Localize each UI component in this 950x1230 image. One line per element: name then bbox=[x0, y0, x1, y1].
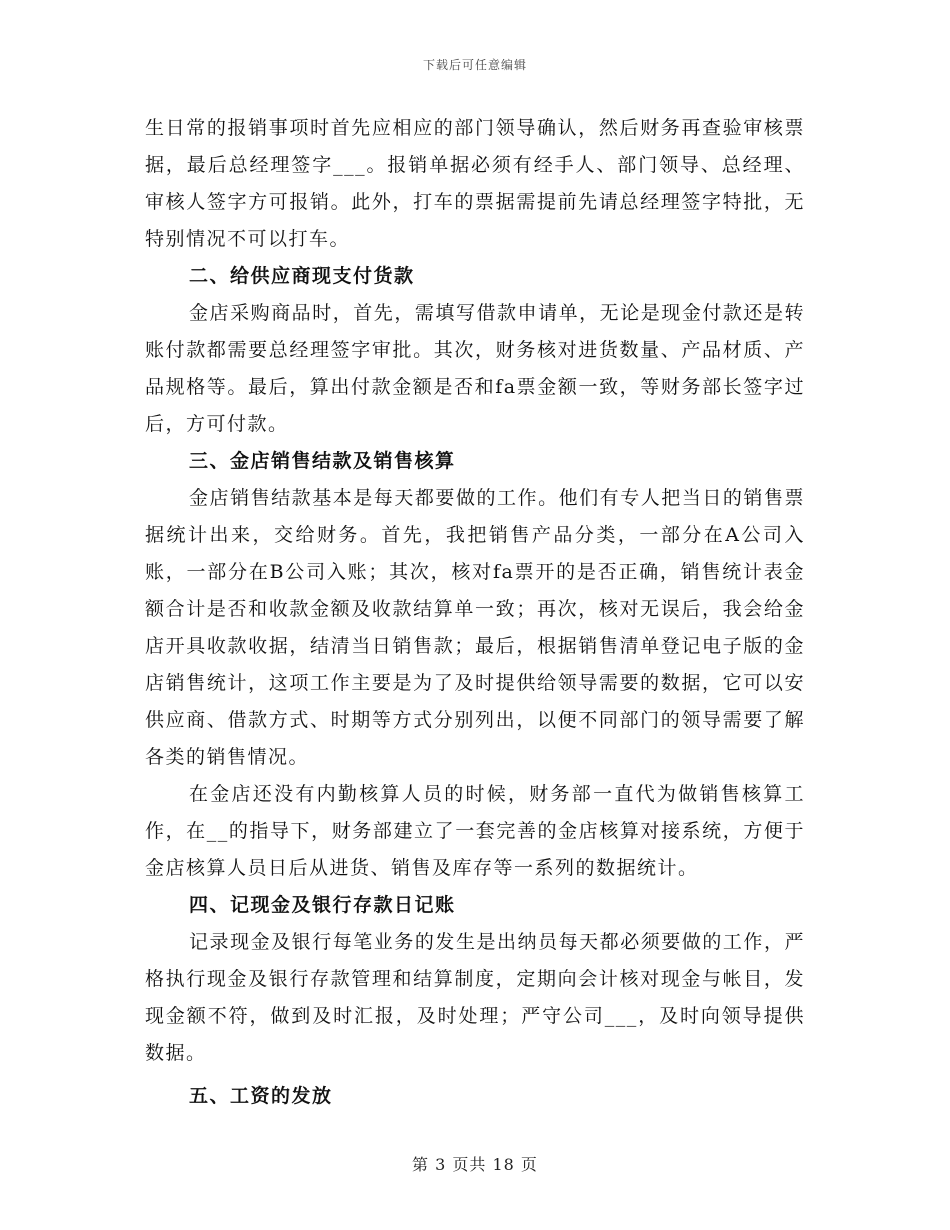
section-heading-payroll: 五、工资的发放 bbox=[189, 1085, 333, 1107]
paragraph-cash-journal: 记录现金及银行每笔业务的发生是出纳员每天都必须要做的工作，严格执行现金及银行存款管理和结算制度，定期向会计核对现金与帐目，发现金额不符，做到及时汇报，及时处理；严守公司___，及时向领导提供数据。 bbox=[145, 931, 805, 1064]
section-heading-cash-journal: 四、记现金及银行存款日记账 bbox=[189, 894, 456, 916]
paragraph-sales-accounting: 在金店还没有内勤核算人员的时候，财务部一直代为做销售核算工作，在__的指导下，财务部建立了一套完善的金店核算对接系统，方便于金店核算人员日后从进货、销售及库存等一系列的数据统计。 bbox=[145, 783, 805, 879]
paragraph-reimbursement-continued: 生日常的报销事项时首先应相应的部门领导确认，然后财务再查验审核票据，最后总经理签字___。报销单据必须有经手人、部门领导、总经理、审核人签字方可报销。此外，打车的票据需提前先请总经理签字特批，无特别情况不可以打车。 bbox=[145, 117, 805, 250]
section-heading-sales-settlement: 三、金店销售结款及销售核算 bbox=[189, 450, 456, 472]
paragraph-sales-settlement: 金店销售结款基本是每天都要做的工作。他们有专人把当日的销售票据统计出来，交给财务。首先，我把销售产品分类，一部分在A公司入账，一部分在B公司入账；其次，核对fa票开的是否正确，销售统计表金额合计是否和收款金额及收款结算单一致；再次，核对无误后，我会给金店开具收款收据，结清当日销售款；最后，根据销售清单登记电子版的金店销售统计，这项工作主要是为了及时提供给领导需要的数据，它可以安供应商、借款方式、时期等方式分别列出，以便不同部门的领导需要了解各类的销售情况。 bbox=[145, 487, 805, 768]
page-number: 第 3 页共 18 页 bbox=[412, 1155, 538, 1174]
paragraph-supplier-payment: 金店采购商品时，首先，需填写借款申请单，无论是现金付款还是转账付款都需要总经理签字审批。其次，财务核对进货数量、产品材质、产品规格等。最后，算出付款金额是否和fa票金额一致，等财务部长签字过后，方可付款。 bbox=[145, 302, 805, 435]
document-body bbox=[145, 110, 805, 1115]
header-note: 下载后可任意编辑 bbox=[422, 58, 527, 72]
section-heading-supplier-payment: 二、给供应商现支付货款 bbox=[189, 265, 415, 287]
